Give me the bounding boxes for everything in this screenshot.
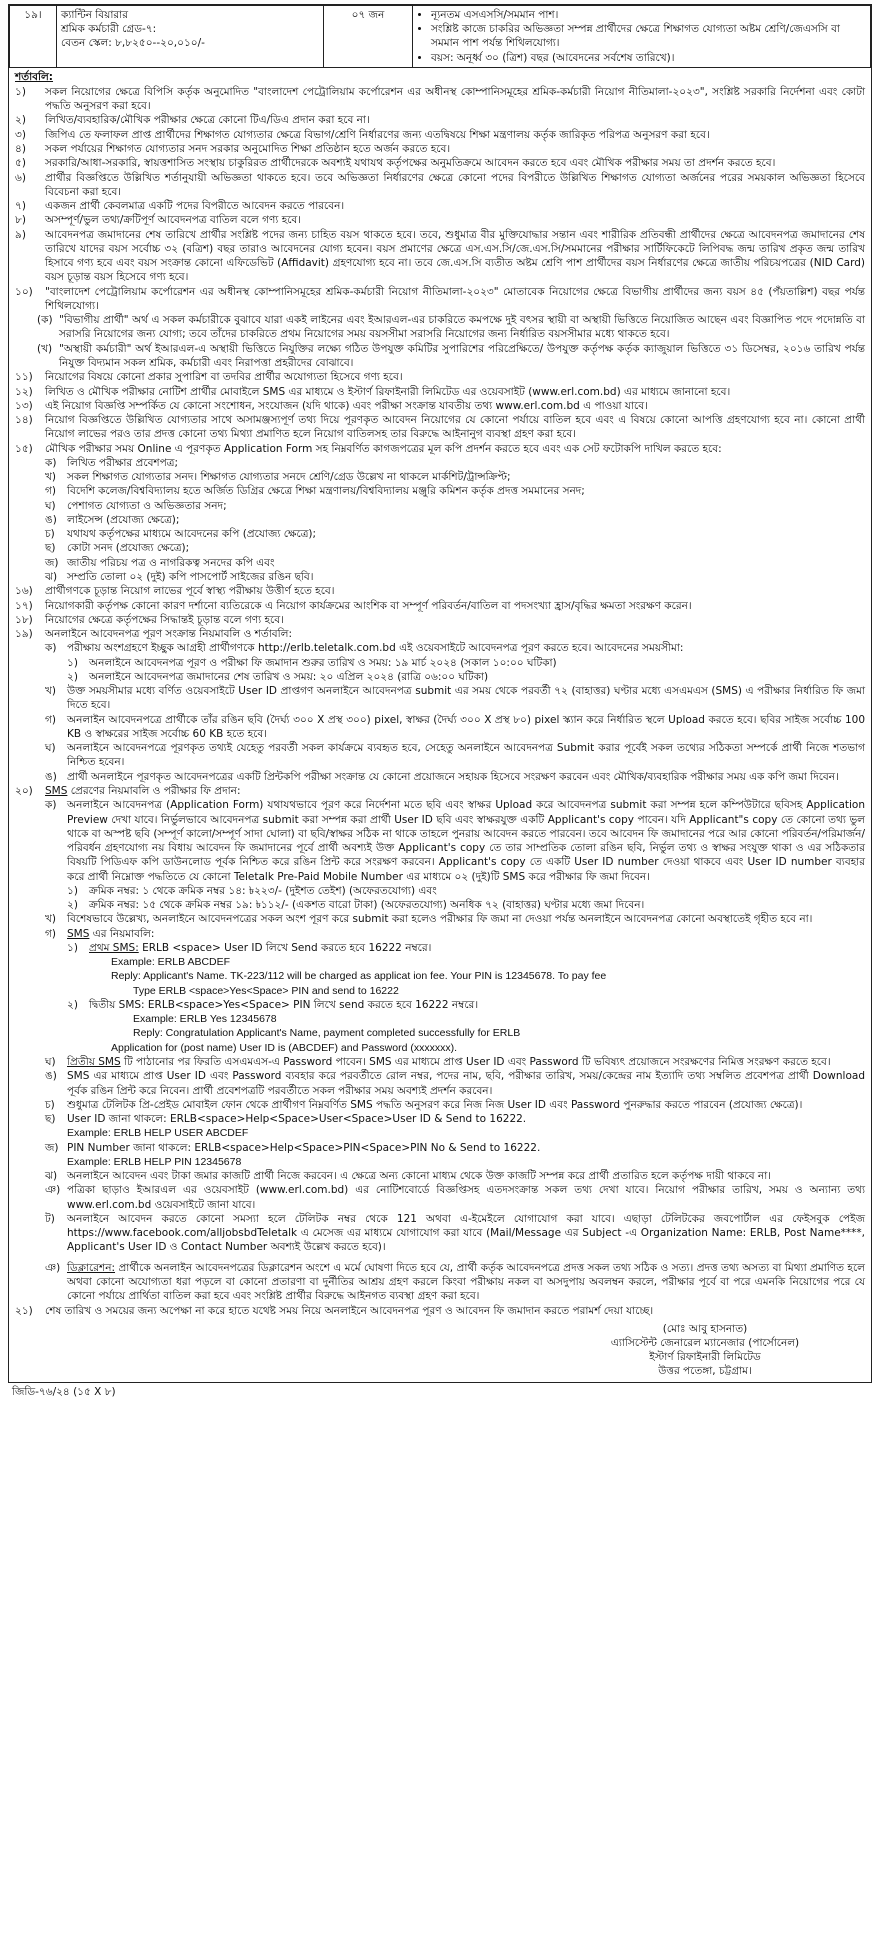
condition-item: ৩) জিপিএ তে ফলাফল প্রাপ্ত প্রার্থীদের শিক্ষাগত যোগ্যতার ক্ষেত্রে বিভাগ/শ্রেণি নির্ধারণের জন্য এতদ্বিষয়ে শিক্ষা মন্ত্রণালয় কর্তৃক জারিকৃত পরিপত্র অনুসরণ করা হবে। — [15, 128, 710, 141]
post-count: ০৭ জন — [324, 6, 413, 68]
sub-item: জ) PIN Number জানা থাকলে: ERLB<space>Help<Space>PIN<Space>PIN No & Send to 16222. — [45, 1141, 541, 1154]
sub-item: ঘ) প্রিতীয় SMS টি পাঠানোর পর ফিরতি এসএমএস-এ Password পাবেন। SMS এর মাধ্যমে প্রাপ্ত User ID এবং Password টি ভবিষ্যৎ প্রয়োজনে সংরক্ষণের নিমিত্ত সংরক্ষণ করতে হবে। — [45, 1056, 831, 1069]
sub-item: ট) অনলাইনে আবেদন করতে কোনো সমস্যা হলে টেলিটক নম্বর থেকে 121 অথবা এ-ইমেইলে যোগাযোগ করা যাবে। এছাড়া টেলিটকের জবপোর্টাল এর ফেইসবুক পেইজ https://www.facebook.com/alljobsbdTeletalk এ মেসেজ এর মাধ্যমে যোগাযোগ করা যাবে (Mail/Message এর Subject -এ Organization Name: ERLB, Post Name****, Applicant's User ID ও Contact Number অবশ্যই উল্লেখ করতে হবে)। — [45, 1212, 865, 1254]
sub-item: চ) শুধুমাত্র টেলিটক প্রি-প্রেইড মোবাইল ফোন থেকে প্রার্থীগণ নিম্নবর্ণিত SMS পদ্ধতি অনুসরণ করে নিজ নিজ User ID এবং Password পুনরুদ্ধার করতে পারবেন (প্রযোজ্য ক্ষেত্রে)। — [45, 1098, 803, 1111]
condition-item: ৭) একজন প্রার্থী কেবলমাত্র একটি পদের বিপরীতে আবেদন করতে পারবেন। — [15, 200, 345, 213]
condition-item: ১৯) অনলাইনে আবেদনপত্র পূরণ সংক্রান্ত নিয়মাবলি ও শর্তাবলি: — [15, 628, 292, 641]
sub-item: খ) উক্ত সময়সীমার মধ্যে বর্ণিত ওয়েবসাইটে User ID প্রাপ্তগণ অনলাইনে আবেদনপত্র submit এর সময় থেকে পরবর্তী ৭২ (বাহাত্তর) ঘণ্টার মধ্যে এসএমএস (SMS) এ পরীক্ষার নির্ধারিত ফি জমা দিতে হবে। — [45, 685, 865, 712]
condition-item: ১০) "বাংলাদেশ পেট্রোলিয়াম কর্পোরেশন এর অধীনস্থ কোম্পানিসমূহের শ্রমিক-কর্মচারী নিয়োগ নীতিমালা-২০২৩" মোতাবেক নিয়োগের ক্ষেত্রে বিভাগীয় প্রার্থীদের জন্য বয়স ৪৫ (পঁয়তাল্লিশ) বছর পর্যন্ত শিথিলযোগ্য। — [15, 285, 865, 312]
requirement-item: • বয়স: অনূর্ধ্ব ৩০ (ত্রিশ) বছর (আবেদনের সর্বশেষ তারিখে)। — [431, 51, 866, 65]
sms-example: Example: ERLB Yes 12345678 — [133, 1013, 277, 1026]
requirement-item: • সংশ্লিষ্ট কাজে চাকরির অভিজ্ঞতা সম্পন্ন প্রার্থীদের ক্ষেত্রে শিক্ষাগত যোগ্যতা অষ্টম শ্রেণি/জেএসসি বা সমমান পাশ পর্যন্ত শিথিলযোগ্য। — [431, 22, 866, 50]
signature-block — [15, 1322, 865, 1379]
condition-item: ৬) প্রার্থীর বিজ্ঞপ্তিতে উল্লিখিত শর্তানুযায়ী অভিজ্ঞতা থাকতে হবে। তবে অভিজ্ঞতা নির্ধারণের ক্ষেত্রে কোনো পদের বিপরীতে উল্লিখিত শিক্ষাগত যোগ্যতা অর্জনের পরের সময়কাল অভিজ্ঞতা হিসেবে বিবেচনা করা হবে। — [15, 171, 865, 198]
sub-item: ১) ক্রমিক নম্বর: ১ থেকে ক্রমিক নম্বর ১৪: ৳২২৩/- (দুইশত তেইশ) (অফেরতযোগ্য) এবং — [67, 884, 437, 897]
notice-frame — [8, 4, 872, 1383]
sms-step: ১) প্রথম SMS: ERLB <space> User ID লিখে Send করতে হবে 16222 নম্বরে। — [67, 941, 432, 954]
conditions-section — [9, 68, 871, 1383]
sms-reply: Reply: Applicant's Name. TK-223/112 will be charged as applicat ion fee. Your PIN is 12345678. To pay fee — [111, 970, 607, 983]
condition-item: ১৪) নিয়োগ বিজ্ঞপ্তিতে উল্লিখিত যোগ্যতার সাথে অসামঞ্জস্যপূর্ণ তথ্য দিয়ে পূরণকৃত আবেদন নিয়োগের যে কোনো পর্যায়ে বাতিল হবে এবং এ বিষয়ে কোনো আপত্তি গ্রহণযোগ্য হবে না। কোনো প্রার্থী নিয়োগ লাভের পরও তার প্রদত্ত কোনো তথ্য মিথ্যা প্রমাণিত হলে নিয়োগ বাতিলসহ তার বিরুদ্ধে আইনানুগ ব্যবস্থা গ্রহণ করা হবে। — [15, 414, 865, 441]
sub-item: (ক) "বিভাগীয় প্রার্থী" অর্থ এ সকল কর্মচারীকে বুঝাবে যারা একই লাইনের এবং ইআরএল-এর চাকরিতে কমপক্ষে দুই বৎসর স্থায়ী বা অস্থায়ী ভিত্তিতে নিয়োজিত আছেন এবং বিজ্ঞাপিত পদে পদোন্নতি বা সরাসরি নিয়োগের জন্য যোগ্য; তবে তাঁদের চাকরিতে প্রথম নিয়োগের সময় বয়সসীমা সরাসরি নিয়োগের জন্য নির্ধারিত বয়সসীমার মধ্যে থাকতে হবে। — [37, 314, 865, 341]
condition-item: ১৮) নিয়োগের ক্ষেত্রে কর্তৃপক্ষের সিদ্ধান্তই চূড়ান্ত বলে গণ্য হবে। — [15, 613, 284, 626]
sub-item: জ) জাতীয় পরিচয় পত্র ও নাগরিকত্ব সনদের কপি এবং — [45, 556, 275, 569]
condition-item: ৯) আবেদনপত্র জমাদানের শেষ তারিখে প্রার্থীর সংশ্লিষ্ট পদের জন্য চাহিত বয়স থাকতে হবে। তবে, শুধুমাত্র বীর মুক্তিযোদ্ধার সন্তান এবং শারীরিক প্রতিবন্ধী প্রার্থীদের ক্ষেত্রে আবেদনপত্র জমাদানের শেষ তারিখে যাদের বয়স সর্বোচ্চ ৩২ (বত্রিশ) বছর তারাও আবেদনের যোগ্য হবেন। বয়স প্রমাণের ক্ষেত্রে এস.এস.সি/জে.এস.সি/সমমানের পরীক্ষার সার্টিফিকেটে লিপিবদ্ধ জন্ম তারিখ প্রকৃত জন্ম তারিখ হিসাবে গণ্য হবে এবং বয়স সংক্রান্ত কোনো এফিডেভিট (Affidavit) গ্রহণযোগ্য হবে না। তবে জে.এস.সি ব্যতীত অষ্টম শ্রেণি পাশ প্রার্থীদের বয়স নির্ধারণের ক্ষেত্রে জাতীয় পরিচয়পত্রের (NID Card) বয়স চূড়ান্ত বয়স হিসেবে গণ্য হবে। — [15, 228, 865, 284]
sub-item: ২) ক্রমিক নম্বর: ১৫ থেকে ক্রমিক নম্বর ১৯: ৳১১২/- (একশত বারো টাকা) (অফেরতযোগ্য) অনধিক ৭২ (বাহাত্তর) ঘণ্টার মধ্যে জমা দিবেন। — [67, 899, 645, 912]
post-table — [9, 5, 871, 68]
condition-item: ১৩) এই নিয়োগ বিজ্ঞপ্তি সম্পর্কিত যে কোনো সংশোধন, সংযোজন (যদি থাকে) এবং পরীক্ষা সংক্রান্ত যাবতীয় তথ্য www.erl.com.bd এ পাওয়া যাবে। — [15, 399, 648, 412]
requirement-item: • ন্যূনতম এসএসসি/সমমান পাশ। — [431, 8, 866, 22]
sub-item: গ) SMS এর নিয়মাবলি: — [45, 927, 155, 940]
post-cell — [57, 6, 324, 68]
sms-reply: Application for (post name) User ID is (ABCDEF) and Password (xxxxxxx). — [111, 1041, 458, 1054]
pay-scale: বেতন স্কেল: ৮,৮২৫০--২০,০১০/- — [61, 37, 205, 50]
signatory-designation: এ্যাসিস্টেন্ট জেনারেল ম্যানেজার (পার্সোনেল) — [610, 1336, 800, 1349]
sub-item: ১) অনলাইনে আবেদনপত্র পূরণ ও পরীক্ষা ফি জমাদান শুরুর তারিখ ও সময়: ১৯ মার্চ ২০২৪ (সকাল ১০:০০ ঘটিকা) — [67, 656, 557, 669]
sub-item: (খ) "অস্থায়ী কর্মচারী" অর্থ ইআরএল-এ অস্থায়ী ভিত্তিতে নিযুক্তির লক্ষ্যে গঠিত উপযুক্ত কমিটির সুপারিশের পরিপ্রেক্ষিতে/ উপযুক্ত কর্তৃপক্ষ কর্তৃক ক্যাজুয়াল ভিত্তিতে ৩১ ডিসেম্বর, ২০১৬ তারিখ পর্যন্ত নিযুক্ত বিদ্যমান সকল শ্রমিক, কর্মচারী এবং নিরাপত্তা প্রহরীদের বোঝাবে। — [37, 342, 865, 369]
sub-item: খ) সকল শিক্ষাগত যোগ্যতার সনদ। শিক্ষাগত যোগ্যতার সনদে শ্রেণি/গ্রেড উল্লেখ না থাকলে মার্কশিট/ট্রান্সক্রিপ্ট; — [45, 471, 511, 484]
post-name: ক্যান্টিন বিয়ারার — [61, 9, 128, 21]
sub-item: ঝ) অনলাইনে আবেদন এবং টাকা জমার কাজটি প্রার্থী নিজে করবেন। এ ক্ষেত্রে অন্য কোনো মাধ্যম থেকে উক্ত কাজটি সম্পন্ন করে প্রার্থী প্রতারিত হলে কর্তৃপক্ষ দায়ী থাকবে না। — [45, 1170, 772, 1183]
condition-item: ১৭) নিয়োগকারী কর্তৃপক্ষ কোনো কারণ দর্শানো ব্যতিরেকে এ নিয়োগ কার্যক্রমের আংশিক বা সম্পূর্ণ পরিবর্তন/বাতিল বা পদসংখ্যা হ্রাস/বৃদ্ধির ক্ষমতা সংরক্ষণ করেন। — [15, 599, 692, 612]
condition-item: ৮) অসম্পূর্ণ/ভুল তথ্য/ক্রটিপূর্ণ আবেদনপত্র বাতিল বলে গণ্য হবে। — [15, 214, 302, 227]
sms-step: ২) দ্বিতীয় SMS: ERLB<space>Yes<Space> PIN লিখে send করতে হবে 16222 নম্বরে। — [67, 998, 479, 1011]
sub-item: ঘ) পেশাগত যোগ্যতা ও অভিজ্ঞতার সনদ; — [45, 499, 227, 512]
requirements-cell — [413, 6, 871, 68]
condition-item: ১৫) মৌখিক পরীক্ষার সময় Online এ পূরণকৃত Application Form সহ নিম্নবর্ণিত কাগজপত্রের মূল কপি প্রদর্শন করতে হবে এবং এক সেট ফটোকপি দাখিল করতে হবে: — [15, 442, 722, 455]
condition-item: ২) লিখিত/ব্যবহারিক/মৌখিক পরীক্ষার ক্ষেত্রে কোনো টিএ/ডিএ প্রদান করা হবে না। — [15, 114, 370, 127]
sub-item: ক) লিখিত পরীক্ষার প্রবেশপত্র; — [45, 456, 179, 469]
condition-item: ১৬) প্রার্থীগণকে চূড়ান্ত নিয়োগ লাভের পূর্বে স্বাস্থ্য পরীক্ষায় উত্তীর্ণ হতে হবে। — [15, 585, 335, 598]
condition-item: ৪) সকল পর্যায়ের শিক্ষাগত যোগ্যতার সনদ সরকার অনুমোদিত শিক্ষা প্রতিষ্ঠান হতে অর্জন করতে হবে। — [15, 143, 451, 156]
sub-item: ক) অনলাইনে আবেদনপত্র (Application Form) যথাযথভাবে পূরণ করে নির্দেশনা মতে ছবি এবং স্বাক্ষর Upload করে আবেদনপত্র submit করা সম্পন্ন হলে কম্পিউটারে ছবিসহ Application Preview দেখা যাবে। নির্ভুলভাবে আবেদনপত্র submit করা সম্পন্ন করা প্রার্থী User ID ছবি এবং স্বাক্ষরযুক্ত একটি Applicant's copy পাবেন। যদি Applicant"s copy তে কোনো তথ্য ভুল থাকে বা অস্পষ্ট ছবি (সম্পূর্ণ কালো/সম্পূর্ণ সাদা ঘোলা) বা ছবি/স্বাক্ষর সঠিক না থাকে তাহলে পুনরায় আবেদন করতে পারবেন। তবে আবেদন ফি জমাদানের পরে আর কোনো পরিবর্তন/পরিমার্জন/পরিবর্ধন গ্রহণযোগ্য নয় বিধায় আবেদন ফি জমাদানের পূর্বে প্রার্থী অবশ্যই উক্ত Applicant's copy তে তার সাম্প্রতিক তোলা রঙিন ছবি, নির্ভুল তথ্য ও স্বাক্ষর সংযুক্ত থাকা ও এর সঠিকতার বিষয়টি পিডিএফ কপি ডাউনলোড পূর্বক নিশ্চিত করে রঙিন প্রিন্ট করে সংরক্ষণ করবেন। Applicant's copy তে একটি User ID number দেওয়া থাকবে এবং User ID number ব্যবহার করে প্রার্থী নিম্নোক্ত পদ্ধতিতে যে কোনো Teletalk Pre-Paid Mobile Number এর মাধ্যমে ০২ (দুই)টি SMS করে পরীক্ষার ফি জমা দিবেন। — [45, 799, 865, 883]
declaration: ঞ) ডিক্লারেশন: প্রার্থীকে অনলাইন আবেদনপত্রের ডিক্লারেশন অংশে এ মর্মে ঘোষণা দিতে হবে যে, প্রার্থী কর্তৃক আবেদনপত্রে প্রদত্ত সকল তথ্য সঠিক ও সত্য। প্রদত্ত তথ্য অসত্য বা মিথ্যা প্রমাণিত হলে অথবা কোনো অযোগ্যতা ধরা পড়লে বা কোনো প্রতারণা বা দুর্নীতির আশ্রয় গ্রহণ করলে কিংবা পরীক্ষায় নকল বা অসদুপায় অবলম্বন করলে, পরীক্ষার পূর্বে বা পরে এমনকি নিয়োগের পরে যে কোনো পর্যায়ে প্রার্থিতা বাতিল করা হবে এবং সংশ্লিষ্ট প্রার্থীর বিরুদ্ধে আইনগত ব্যবস্থা গ্রহণ করা হবে। — [45, 1261, 865, 1303]
company-name: ইস্টার্ণ রিফাইনারী লিমিটেড — [649, 1351, 761, 1364]
condition-item: ১১) নিয়োগের বিষয়ে কোনো প্রকার সুপারিশ বা তদবির প্রার্থীর অযোগ্যতা হিসেবে গণ্য হবে। — [15, 371, 403, 384]
sms-reply: Reply: Congratulation Applicant's Name, payment completed successfully for ERLB — [133, 1027, 521, 1040]
sub-item: ছ) User ID জানা থাকলে: ERLB<space>Help<Space>User<Space>User ID & Send to 16222. — [45, 1113, 527, 1126]
sub-item: ঙ) SMS এর মাধ্যমে প্রাপ্ত User ID এবং Password ব্যবহার করে পরবর্তীতে রোল নম্বর, পদের নাম, ছবি, পরীক্ষার তারিখ, সময়/কেন্দ্রের নাম ইত্যাদি তথ্য সম্বলিত প্রবেশপত্র প্রার্থী Download পূর্বক রঙিন প্রিন্ট করে নিবেন। প্রার্থী প্রবেশপত্রটি পরবর্তীতে সকল পরীক্ষার সময় অবশ্যই প্রদর্শন করবেন। — [45, 1070, 865, 1097]
sms-example: Example: ERLB HELP PIN 12345678 — [67, 1155, 242, 1168]
sub-item: ২) অনলাইনে আবেদনপত্র জমাদানের শেষ তারিখ ও সময়: ২০ এপ্রিল ২০২৪ (রাত্রি ০৬:০০ ঘটিকা) — [67, 670, 489, 683]
sub-item: ঘ) অনলাইনে আবেদনপত্রে পূরণকৃত তথ্যই যেহেতু পরবর্তী সকল কার্যক্রমে ব্যবহৃত হবে, সেহেতু অনলাইনে আবেদনপত্র Submit করার পূর্বেই সকল তথ্যের সঠিকতা সম্পর্কে প্রার্থী নিজে শতভাগ নিশ্চিত হবেন। — [45, 742, 865, 769]
sms-example: Example: ERLB ABCDEF — [111, 956, 231, 969]
sub-item: গ) বিদেশি কলেজ/বিশ্ববিদ্যালয় হতে অর্জিত ডিগ্রির ক্ষেত্রে শিক্ষা মন্ত্রণালয়/বিশ্ববিদ্যালয় মঞ্জুরি কমিশন কর্তৃক প্রদত্ত সমমানের সনদ; — [45, 485, 585, 498]
sub-item: ছ) কোটা সনদ (প্রযোজ্য ক্ষেত্রে); — [45, 542, 190, 555]
sub-item: ঙ) প্রার্থী অনলাইনে পূরণকৃত আবেদনপত্রের একটি প্রিন্টকপি পরীক্ষা সংক্রান্ত যে কোনো প্রয়োজনে সহায়ক হিসেবে সংরক্ষণ করবেন এবং মৌখিক/ব্যবহারিক পরীক্ষার সময় এক কপি জমা দিবেন। — [45, 770, 839, 783]
condition-item: ১২) লিখিত ও মৌখিক পরীক্ষার নোটিশ প্রার্থীর মোবাইলে SMS এর মাধ্যমে ও ইস্টার্ণ রিফাইনারী লিমিটেড এর ওয়েবসাইট (www.erl.com.bd) এর মাধ্যমে জানানো হবে। — [15, 385, 731, 398]
condition-item: ২১) শেষ তারিখ ও সময়ের জন্য অপেক্ষা না করে হাতে যথেষ্ট সময় নিয়ে অনলাইনে আবেদনপত্র পূরণ ও আবেদন ফি জমাদান করতে পরামর্শ দেয়া যাচ্ছে। — [15, 1304, 654, 1317]
table-row — [10, 6, 871, 68]
condition-item: ২০) SMS প্রেরণের নিয়মাবলি ও পরীক্ষার ফি প্রদান: — [15, 784, 241, 797]
post-grade: শ্রমিক কর্মচারী গ্রেড-৭: — [61, 23, 157, 36]
sub-item: চ) যথাযথ কর্তৃপক্ষের মাধ্যমে আবেদনের কপি (প্রযোজ্য ক্ষেত্রে); — [45, 528, 317, 541]
condition-item: ৫) সরকারি/আধা-সরকারি, স্বায়ত্তশাসিত সংস্থায় চাকুরিরত প্রার্থীদেরকে অবশ্যই যথাযথ কর্তৃপক্ষের অনুমতিক্রমে আবেদন করতে হবে এবং মৌখিক পরীক্ষার সময় তা প্রদর্শন করতে হবে। — [15, 157, 776, 170]
sms-example: Example: ERLB HELP USER ABCDEF — [67, 1127, 249, 1140]
signatory-name: (মোঃ আবু হাসনাত) — [662, 1322, 748, 1335]
condition-item: ১) সকল নিয়োগের ক্ষেত্রে বিপিসি কর্তৃক অনুমোদিত "বাংলাদেশ পেট্রোলিয়াম কর্পোরেশন এর অধীনস্থ কোম্পানিসমূহের শ্রমিক-কর্মচারী নিয়োগ নীতিমালা-২০২৩", সংশ্লিষ্ট সরকারি নির্দেশনা এবং কোটা পদ্ধতি অনুসরণ করা হবে। — [15, 85, 865, 113]
sub-item: ঞ) পত্রিকা ছাড়াও ইআরএল এর ওয়েবসাইট (www.erl.com.bd) এর নোটিশবোর্ডে বিজ্ঞপ্তিসহ এতদসংক্রান্ত সকল তথ্য দেখা যাবে। নিয়োগ পরীক্ষার তারিখ, সময় ও অন্যান্য তথ্য www.erl.com.bd ওয়েবসাইটে জানা যাবে। — [45, 1184, 865, 1211]
reference-number: জিডি-৭৬/২৪ (১৫ X ৮) — [12, 1386, 116, 1399]
sub-item: ঙ) লাইসেন্স (প্রযোজ্য ক্ষেত্রে); — [45, 513, 180, 526]
sub-item: গ) অনলাইন আবেদনপত্রে প্রার্থীকে তাঁর রঙিন ছবি (দৈর্ঘ্য ৩০০ X প্রস্থ ৩০০) pixel, স্বাক্ষর (দৈর্ঘ্য ৩০০ X প্রস্থ ৮০) pixel স্ক্যান করে নির্ধারিত স্থলে Upload করতে হবে। ছবির সাইজ সর্বোচ্চ 100 KB ও স্বাক্ষরের সাইজ সর্বোচ্চ 60 KB হতে হবে। — [45, 713, 865, 740]
company-location: উত্তর পতেঙ্গা, চট্টগ্রাম। — [658, 1365, 752, 1378]
conditions-heading: শর্তাবলি: — [15, 70, 54, 83]
sub-item: ঝ) সম্প্রতি তোলা ০২ (দুই) কপি পাসপোর্ট সাইজের রঙিন ছবি। — [45, 570, 314, 583]
sub-item: ক) পরীক্ষায় অংশগ্রহণে ইচ্ছুক আগ্রহী প্রার্থীগণকে http://erlb.teletalk.com.bd এই ওয়েবসাইটে আবেদনপত্র পূরণ করতে হবে। আবেদনের সময়সীমা: — [45, 642, 684, 655]
serial-cell: ১৯। — [10, 6, 57, 68]
sub-item: খ) বিশেষভাবে উল্লেখ্য, অনলাইনে আবেদনপত্রের সকল অংশ পূরণ করে submit করা হলেও পরীক্ষার ফি জমা না দেওয়া পর্যন্ত অনলাইনে আবেদনপত্র কোনো অবস্থাতেই গৃহীত হবে না। — [45, 913, 813, 926]
sms-reply: Type ERLB <space>Yes<Space> PIN and send to 16222 — [133, 984, 399, 997]
advertisement-page — [8, 0, 872, 1423]
